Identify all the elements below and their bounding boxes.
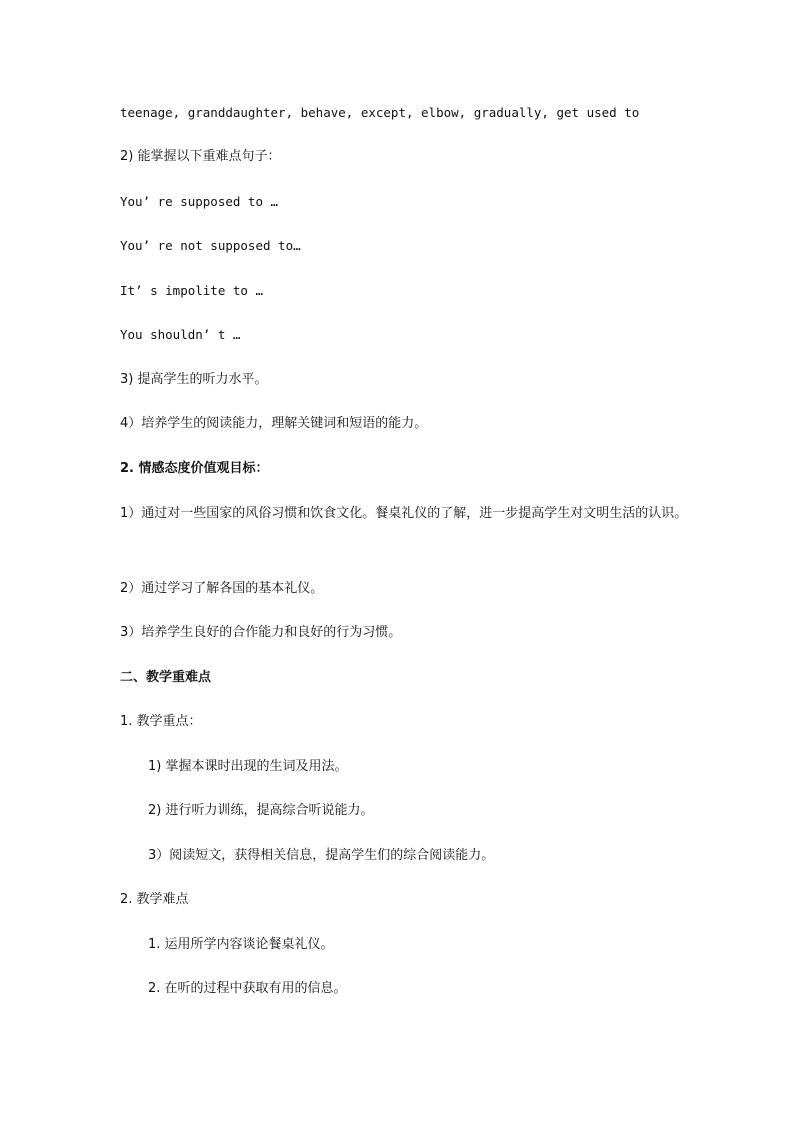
teaching-focus-item-2: 2) 进行听力训练，提高综合听说能力。: [148, 803, 374, 818]
teaching-difficulty-item-1: 1. 运用所学内容谈论餐桌礼仪。: [148, 937, 334, 952]
teaching-difficulty-heading: 2. 教学难点: [120, 892, 189, 907]
key-sentence-1: You’ re supposed to …: [120, 194, 279, 209]
attitude-goal-3: 3）培养学生良好的合作能力和良好的行为习惯。: [120, 625, 402, 640]
objective-item-3: 3) 提高学生的听力水平。: [120, 372, 268, 387]
key-sentence-2: You’ re not supposed to…: [120, 238, 301, 253]
attitude-goal-1: 1）通过对一些国家的风俗习惯和饮食文化。餐桌礼仪的了解，进一步提高学生对文明生活的认识。: [120, 506, 688, 521]
objective-item-4: 4）培养学生的阅读能力，理解关键词和短语的能力。: [120, 416, 428, 431]
key-sentence-3: It’ s impolite to …: [120, 283, 263, 298]
key-sentence-4: You shouldn’ t …: [120, 327, 241, 342]
vocabulary-line: teenage, granddaughter, behave, except, elbow, gradually, get used to: [120, 105, 640, 120]
objective-item-2: 2) 能掌握以下重难点句子：: [120, 149, 281, 164]
section-heading-attitude-goals: 2. 情感态度价值观目标：: [120, 461, 269, 476]
teaching-focus-item-1: 1) 掌握本课时出现的生词及用法。: [148, 759, 348, 774]
teaching-focus-item-3: 3）阅读短文，获得相关信息，提高学生们的综合阅读能力。: [148, 848, 495, 863]
attitude-goal-2: 2）通过学习了解各国的基本礼仪。: [120, 581, 324, 596]
part-heading-key-difficulties: 二、教学重难点: [120, 670, 212, 685]
teaching-difficulty-item-2: 2. 在听的过程中获取有用的信息。: [148, 981, 347, 996]
teaching-focus-heading: 1. 教学重点：: [120, 714, 202, 729]
